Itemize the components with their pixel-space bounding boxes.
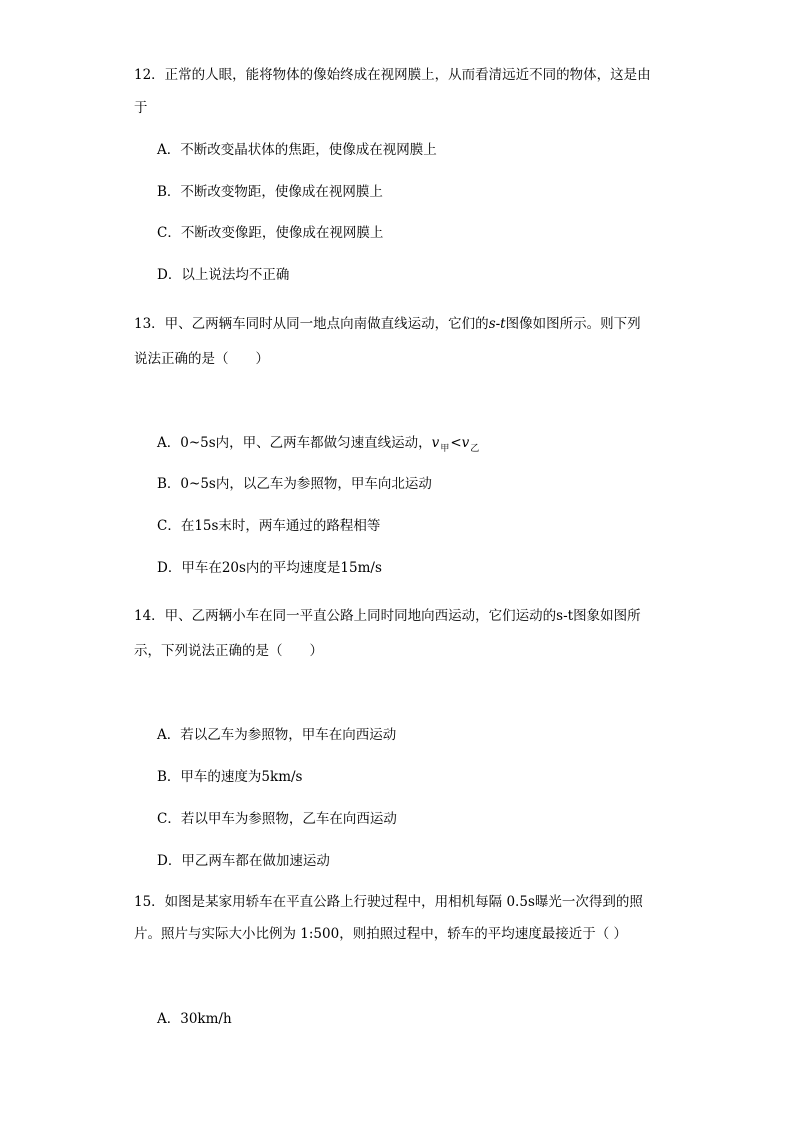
velocity-symbol-2: v <box>461 435 470 451</box>
subscript-yi: 乙 <box>470 444 480 454</box>
question-15-option-a: A．30km/h <box>157 1011 232 1027</box>
question-14-option-c: C．若以甲车为参照物，乙车在向西运动 <box>157 811 397 827</box>
question-13-stem-variable: s-t <box>488 316 506 332</box>
velocity-symbol-1: v <box>431 435 440 451</box>
question-12-stem-line2: 于 <box>134 100 148 116</box>
question-13-stem-line1 <box>134 315 641 333</box>
question-13-option-a <box>157 434 480 454</box>
question-15-stem-line2: 片。照片与实际大小比例为 1:500，则拍照过程中，轿车的平均速度最接近于（ ） <box>134 926 627 942</box>
question-12-option-b: B．不断改变物距，使像成在视网膜上 <box>157 184 383 200</box>
question-15-stem-line1: 15．如图是某家用轿车在平直公路上行驶过程中，用相机每隔 0.5s曝光一次得到的照 <box>134 894 643 910</box>
question-13-stem-text-b: 图像如图所示。则下列 <box>505 316 641 332</box>
question-12-option-c: C．不断改变像距，使像成在视网膜上 <box>157 225 384 241</box>
question-14-stem-line2: 示，下列说法正确的是（ ） <box>134 643 323 659</box>
question-12-option-d: D．以上说法均不正确 <box>157 267 290 283</box>
question-13-option-b: B．0~5s内，以乙车为参照物，甲车向北运动 <box>157 476 432 492</box>
question-14-option-d: D．甲乙两车都在做加速运动 <box>157 853 330 869</box>
question-13-stem-line2: 说法正确的是（ ） <box>134 351 269 367</box>
question-12-stem-line1: 12．正常的人眼，能将物体的像始终成在视网膜上，从而看清远近不同的物体，这是由 <box>134 67 651 83</box>
question-13-option-d: D．甲车在20s内的平均速度是15m/s <box>157 560 382 576</box>
question-13-option-a-text: A．0~5s内，甲、乙两车都做匀速直线运动， <box>157 435 432 451</box>
question-14-stem-line1: 14．甲、乙两辆小车在同一平直公路上同时同地向西运动，它们运动的s-t图象如图所 <box>134 608 641 624</box>
question-14-option-a: A．若以乙车为参照物，甲车在向西运动 <box>157 727 397 743</box>
question-12-option-a: A．不断改变晶状体的焦距，使像成在视网膜上 <box>157 142 437 158</box>
less-than-sign: < <box>450 435 462 451</box>
question-13-stem-text-a: 13．甲、乙两辆车同时从同一地点向南做直线运动，它们的 <box>134 316 489 332</box>
question-14-option-b: B．甲车的速度为5km/s <box>157 769 303 785</box>
subscript-jia: 甲 <box>440 444 450 454</box>
question-13-option-c: C．在15s末时，两车通过的路程相等 <box>157 518 381 534</box>
